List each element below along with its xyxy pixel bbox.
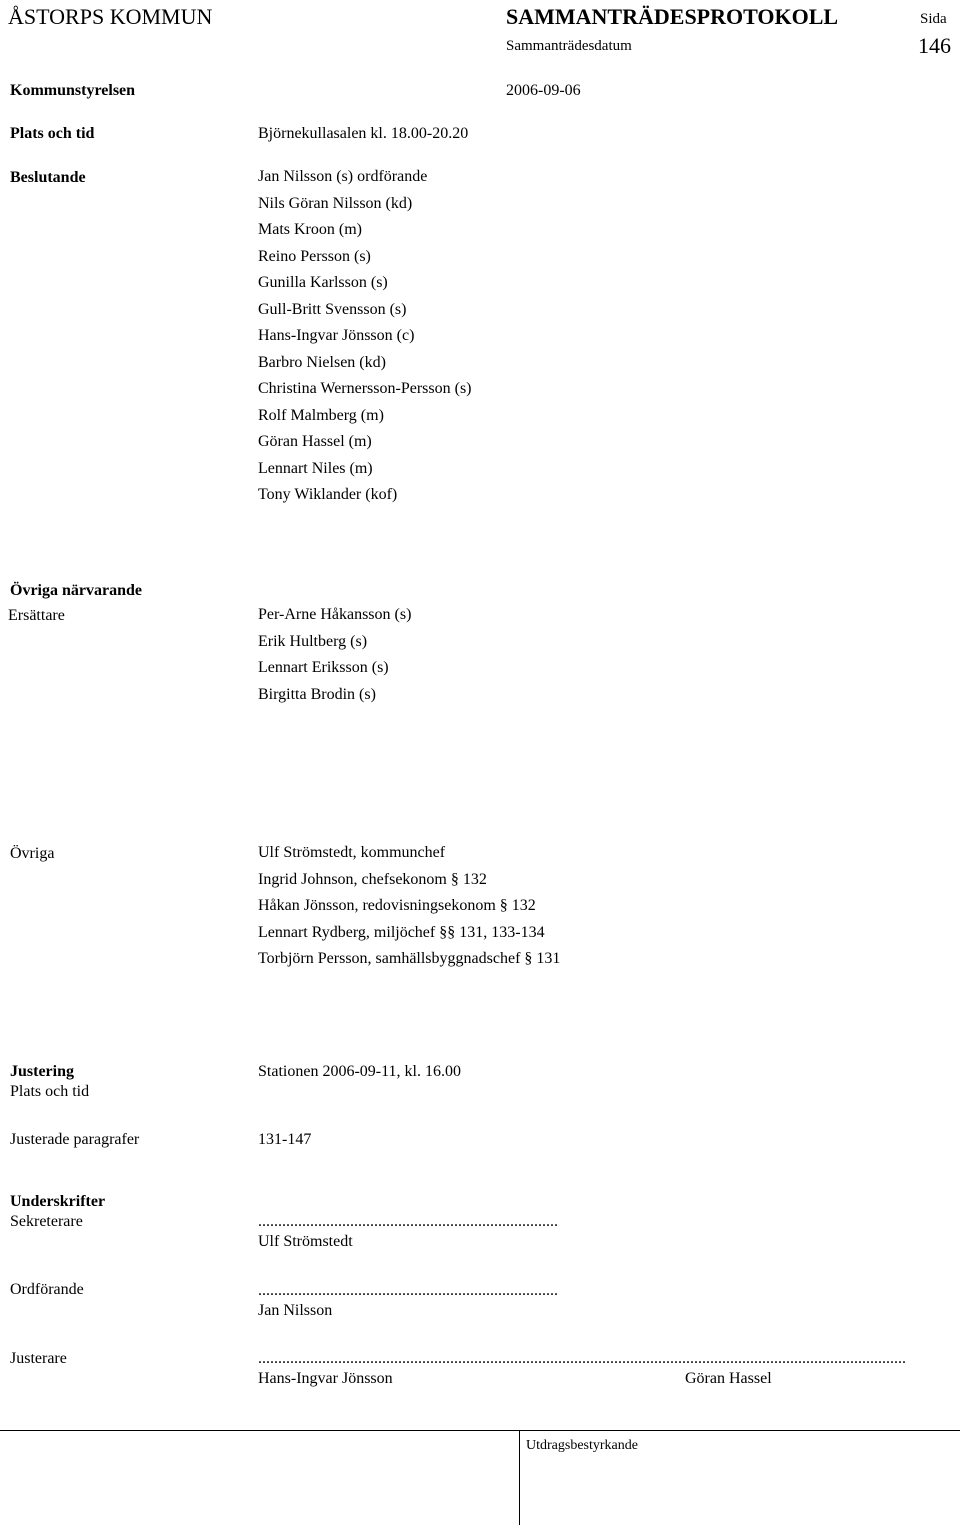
place-time-label: Plats och tid <box>10 125 95 142</box>
footer-divider <box>0 1430 960 1431</box>
municipality-name: ÅSTORPS KOMMUN <box>8 4 213 29</box>
list-item: Gunilla Karlsson (s) <box>258 274 388 291</box>
secretary-name: Ulf Strömstedt <box>258 1233 353 1250</box>
list-item: Jan Nilsson (s) ordförande <box>258 168 428 185</box>
list-item: Erik Hultberg (s) <box>258 632 368 650</box>
page-label: Sida <box>920 11 947 27</box>
list-item: Per-Arne Håkansson (s) <box>258 606 412 623</box>
others-present-label: Övriga närvarande <box>10 582 142 599</box>
place-time-value: Björnekullasalen kl. 18.00-20.20 <box>258 125 469 142</box>
list-item: Christina Wernersson-Persson (s) <box>258 380 472 397</box>
substitutes-label: Ersättare <box>8 607 65 624</box>
list-item: Lennart Rydberg, miljöchef §§ 131, 133-134 <box>258 923 545 941</box>
list-item: Birgitta Brodin (s) <box>258 685 376 703</box>
committee-name: Kommunstyrelsen <box>10 82 136 99</box>
list-item: Lennart Niles (m) <box>258 459 373 477</box>
secretary-signature-line: ........................................................................... <box>258 1213 558 1230</box>
adjusted-paragraphs: 131-147 <box>258 1131 312 1148</box>
list-item: Mats Kroon (m) <box>258 221 362 238</box>
adjuster-1-name: Hans-Ingvar Jönsson <box>258 1370 393 1387</box>
list-item: Reino Persson (s) <box>258 247 371 265</box>
adjustment-place-time: Stationen 2006-09-11, kl. 16.00 <box>258 1063 461 1080</box>
certification-label: Utdragsbestyrkande <box>526 1438 638 1453</box>
list-item: Rolf Malmberg (m) <box>258 406 384 424</box>
list-item: Lennart Eriksson (s) <box>258 659 389 676</box>
list-item: Håkan Jönsson, redovisningsekonom § 132 <box>258 897 536 914</box>
chair-name: Jan Nilsson <box>258 1302 333 1319</box>
chair-label: Ordförande <box>10 1281 84 1298</box>
others-label: Övriga <box>10 845 55 862</box>
others-list <box>258 840 560 973</box>
meeting-date: 2006-09-06 <box>506 82 581 99</box>
adjusters-label: Justerare <box>10 1350 67 1367</box>
meeting-date-label: Sammanträdesdatum <box>506 38 632 54</box>
adjusters-signature-line: .................................................................................................................................................................. <box>258 1350 906 1367</box>
adjusted-paragraphs-label: Justerade paragrafer <box>10 1131 140 1148</box>
list-item: Göran Hassel (m) <box>258 433 372 450</box>
document-title: SAMMANTRÄDESPROTOKOLL <box>506 4 839 29</box>
list-item: Barbro Nielsen (kd) <box>258 353 386 371</box>
list-item: Ingrid Johnson, chefsekonom § 132 <box>258 870 487 888</box>
list-item: Gull-Britt Svensson (s) <box>258 300 407 318</box>
substitutes-list <box>258 602 411 708</box>
adjustment-label: Justering <box>10 1063 74 1080</box>
adjuster-2-name: Göran Hassel <box>685 1370 772 1387</box>
deciding-label: Beslutande <box>10 169 86 186</box>
signatures-label: Underskrifter <box>10 1193 106 1210</box>
footer-box-divider <box>519 1430 520 1525</box>
list-item: Nils Göran Nilsson (kd) <box>258 194 413 212</box>
list-item: Ulf Strömstedt, kommunchef <box>258 844 446 861</box>
chair-signature-line: ........................................................................... <box>258 1282 558 1299</box>
page-number: 146 <box>918 33 951 58</box>
list-item: Torbjörn Persson, samhällsbyggnadschef § 131 <box>258 950 561 967</box>
list-item: Hans-Ingvar Jönsson (c) <box>258 327 415 344</box>
list-item: Tony Wiklander (kof) <box>258 486 398 503</box>
deciding-members-list <box>258 164 472 509</box>
adjustment-place-time-label: Plats och tid <box>10 1083 90 1100</box>
secretary-label: Sekreterare <box>10 1213 83 1230</box>
